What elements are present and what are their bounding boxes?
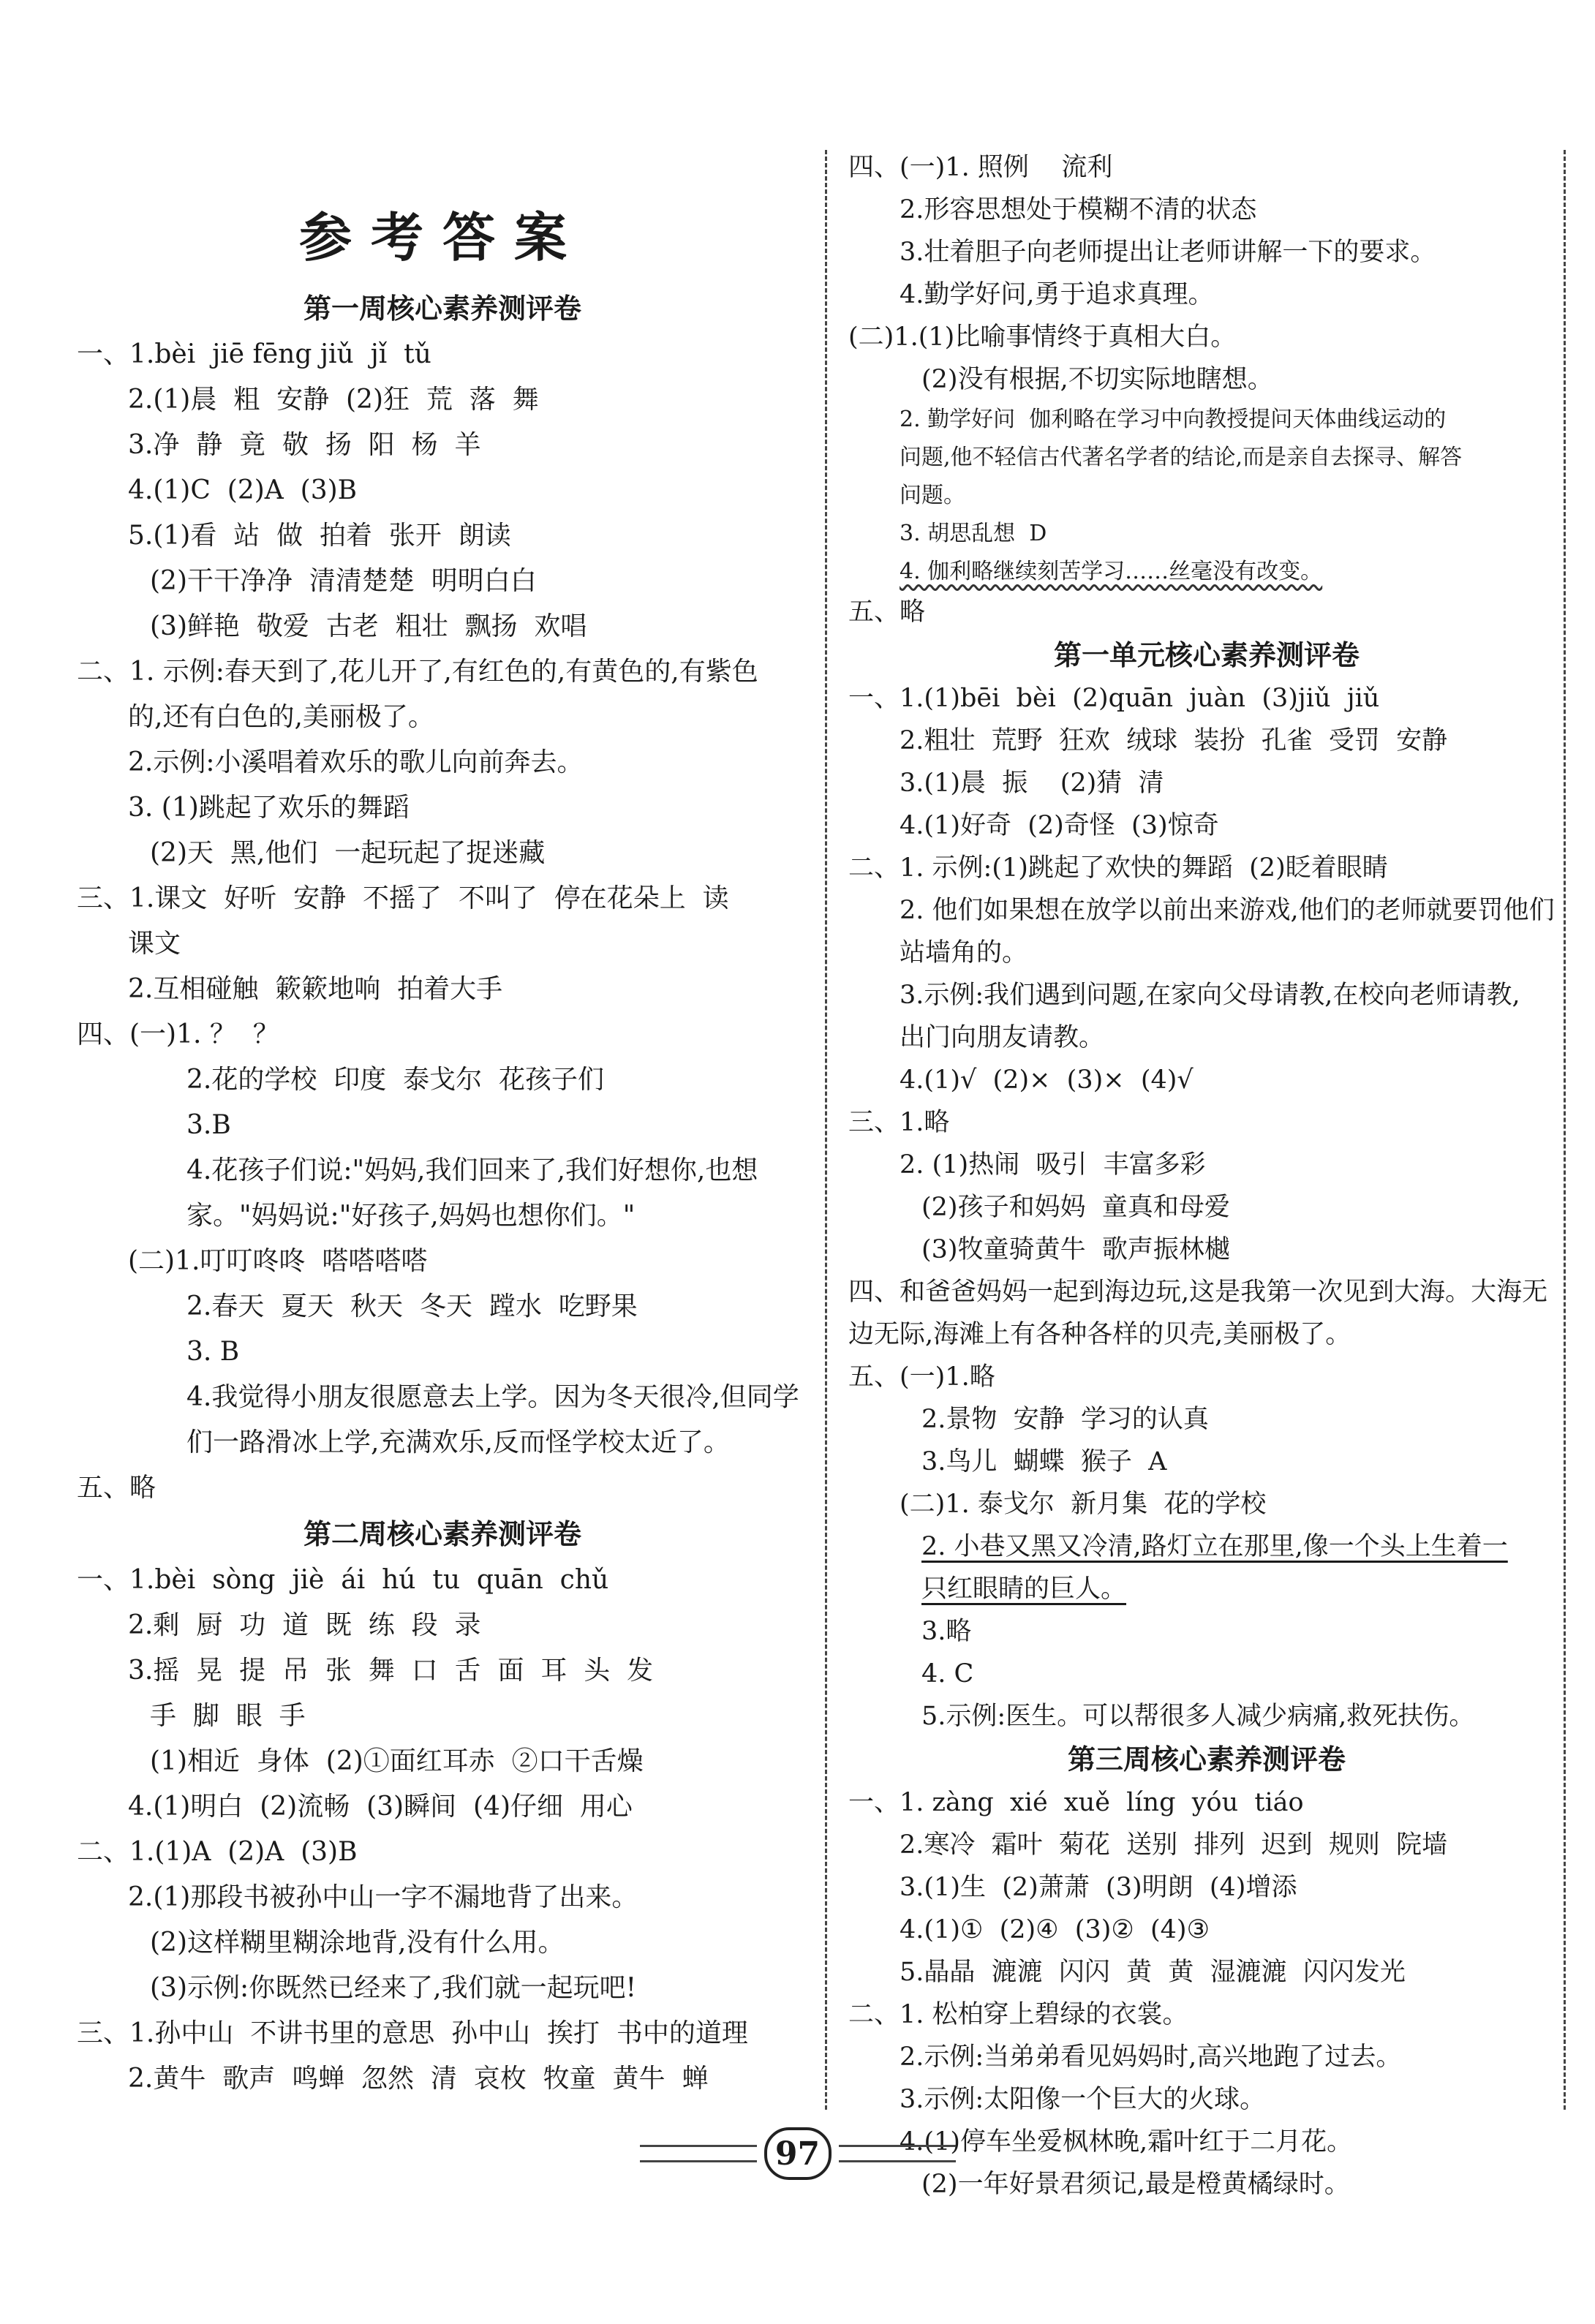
answer-line: 2.示例:当弟弟看见妈妈时,高兴地跑了过去。 xyxy=(900,2042,1402,2072)
section-title-week1: 第一周核心素养测评卷 xyxy=(303,293,581,325)
answer-line: 的,还有白色的,美丽极了。 xyxy=(128,702,434,732)
answer-line: 三、1.孙中山 不讲书里的意思 孙中山 挨打 书中的道理 xyxy=(77,2018,748,2048)
answer-line: 课文 xyxy=(128,929,181,959)
wavy-underlined-text: 4. 伽利略继续刻苦学习……丝毫没有改变。 xyxy=(900,559,1323,584)
answer-line: 4.(1)C (2)A (3)B xyxy=(128,475,358,505)
underlined-text: 2. 小巷又黑又冷清,路灯立在那里,像一个头上生着一 xyxy=(921,1532,1508,1561)
answer-line: 2.花的学校 印度 泰戈尔 花孩子们 xyxy=(186,1065,605,1095)
answer-line-wavy xyxy=(848,553,1565,591)
answer-line: (2)天 黑,他们 一起玩起了捉迷藏 xyxy=(150,838,546,868)
answer-line: 3. B xyxy=(186,1337,240,1367)
answer-line: 家。"妈妈说:"好孩子,妈妈也想你们。" xyxy=(186,1201,636,1231)
answer-line: 四、(一)1. 照例 流利 xyxy=(848,153,1113,182)
right-column xyxy=(848,146,1565,2206)
answer-line: 问题,他不轻信古代著名学者的结论,而是亲自去探寻、解答 xyxy=(900,445,1463,470)
answer-line: 3. 胡思乱想 D xyxy=(900,521,1047,546)
answer-line: (二)1.叮叮咚咚 嗒嗒嗒嗒 xyxy=(128,1246,428,1276)
answer-line: 3.鸟儿 蝴蝶 猴子 A xyxy=(921,1447,1167,1476)
answer-line: (3)鲜艳 敬爱 古老 粗壮 飘扬 欢唱 xyxy=(150,611,587,641)
answer-line: 出门向朋友请教。 xyxy=(900,1023,1105,1052)
answer-line: 五、(一)1.略 xyxy=(848,1362,995,1392)
answer-line: 3.(1)晨 振 (2)猜 清 xyxy=(900,769,1164,798)
answer-line: 4.(1)① (2)④ (3)② (4)③ xyxy=(900,1915,1210,1944)
answer-line: 3.摇 晃 提 吊 张 舞 口 舌 面 耳 头 发 xyxy=(128,1656,654,1686)
footer-rule-right xyxy=(839,2145,956,2162)
answer-line: 3.略 xyxy=(921,1617,972,1646)
page-footer xyxy=(0,2124,1595,2183)
answer-line: 4.(1)√ (2)× (3)× (4)√ xyxy=(900,1065,1194,1095)
column-divider xyxy=(825,150,827,2110)
answer-line: 2.寒冷 霜叶 菊花 送别 排列 迟到 规则 院墙 xyxy=(900,1830,1448,1860)
answer-line: 4. C xyxy=(921,1659,974,1689)
page-title: 参考答案 xyxy=(298,206,586,268)
answer-line: 4.(1)停车坐爱枫林晚,霜叶红于二月花。 xyxy=(900,2127,1353,2157)
answer-line: 二、1.(1)A (2)A (3)B xyxy=(77,1837,358,1867)
answer-line: (3)示例:你既然已经来了,我们就一起玩吧! xyxy=(150,1973,637,2003)
section-title-unit1: 第一单元核心素养测评卷 xyxy=(1053,639,1360,671)
answer-line: 四、和爸爸妈妈一起到海边玩,这是我第一次见到大海。大海无 xyxy=(848,1278,1548,1307)
footer-rule-left xyxy=(640,2145,757,2162)
answer-line: (二)1.(1)比喻事情终于真相大白。 xyxy=(848,322,1237,352)
answer-line: 二、1. 示例:春天到了,花儿开了,有红色的,有黄色的,有紫色 xyxy=(77,657,758,687)
answer-line: 5.示例:医生。可以帮很多人减少病痛,救死扶伤。 xyxy=(921,1702,1475,1731)
answer-line: 五、略 xyxy=(848,597,926,627)
answer-line: 3.壮着胆子向老师提出让老师讲解一下的要求。 xyxy=(900,238,1436,267)
answer-line: 4.(1)好奇 (2)奇怪 (3)惊奇 xyxy=(900,811,1219,840)
answer-line: 手 脚 眼 手 xyxy=(150,1701,306,1731)
answer-line: 2.景物 安静 学习的认真 xyxy=(921,1405,1209,1434)
answer-line: 3. (1)跳起了欢乐的舞蹈 xyxy=(128,793,410,823)
answer-line: 一、1.(1)bēi bèi (2)quān juàn (3)jiǔ jiǔ xyxy=(848,684,1380,713)
answer-line-underlined xyxy=(848,1568,1565,1610)
answer-line: 3.示例:太阳像一个巨大的火球。 xyxy=(900,2085,1266,2114)
answer-line: 3.示例:我们遇到问题,在家向父母请教,在校向老师请教, xyxy=(900,981,1520,1010)
answer-line: (3)牧童骑黄牛 歌声振林樾 xyxy=(921,1235,1230,1264)
answer-line: 2.形容思想处于模糊不清的状态 xyxy=(900,195,1257,225)
answer-line: 4.我觉得小朋友很愿意去上学。因为冬天很冷,但同学 xyxy=(186,1382,799,1412)
answer-line: 5.晶晶 漉漉 闪闪 黄 黄 湿漉漉 闪闪发光 xyxy=(900,1958,1406,1987)
answer-line: 2. (1)热闹 吸引 丰富多彩 xyxy=(900,1150,1206,1180)
answer-line: 2.粗壮 荒野 狂欢 绒球 装扮 孔雀 受罚 安静 xyxy=(900,726,1448,755)
answer-line: 一、1.bèi jiē fēng jiǔ jǐ tǔ xyxy=(77,339,431,369)
answer-line-underlined xyxy=(848,1525,1565,1568)
answer-line: 2.春天 夏天 秋天 冬天 蹚水 吃野果 xyxy=(186,1291,638,1321)
answer-line: 二、1. 示例:(1)跳起了欢快的舞蹈 (2)眨着眼睛 xyxy=(848,853,1388,883)
answer-line: (2)没有根据,不切实际地瞎想。 xyxy=(921,365,1273,394)
answer-line: (2)干干净净 清清楚楚 明明白白 xyxy=(150,566,537,596)
left-column xyxy=(77,146,808,2102)
answer-line: 5.(1)看 站 做 拍着 张开 朗读 xyxy=(128,521,511,551)
answer-line: 4.花孩子们说:"妈妈,我们回来了,我们好想你,也想 xyxy=(186,1155,758,1185)
answer-line: 2. 勤学好问 伽利略在学习中向教授提问天体曲线运动的 xyxy=(900,407,1447,432)
answer-line: 2.示例:小溪唱着欢乐的歌儿向前奔去。 xyxy=(128,747,584,777)
answer-line: 问题。 xyxy=(900,483,965,508)
answer-line: 4.勤学好问,勇于追求真理。 xyxy=(900,280,1214,309)
answer-line: 3.(1)生 (2)萧萧 (3)明朗 (4)增添 xyxy=(900,1873,1297,1902)
underlined-text: 只红眼睛的巨人。 xyxy=(921,1574,1127,1604)
section-title-week3: 第三周核心素养测评卷 xyxy=(1067,1743,1346,1776)
answer-line: 一、1.bèi sòng jiè ái hú tu quān chǔ xyxy=(77,1565,609,1595)
answer-line: 2.(1)晨 粗 安静 (2)狂 荒 落 舞 xyxy=(128,385,539,415)
answer-line: (2)孩子和妈妈 童真和母爱 xyxy=(921,1193,1230,1222)
answer-line: 2.黄牛 歌声 鸣蝉 忽然 清 哀枚 牧童 黄牛 蝉 xyxy=(128,2064,709,2094)
answer-line: 们一路滑冰上学,充满欢乐,反而怪学校太近了。 xyxy=(186,1427,730,1457)
page-number: 97 xyxy=(764,2127,832,2180)
answer-line: 2.(1)那段书被孙中山一字不漏地背了出来。 xyxy=(128,1882,638,1912)
answer-line: 边无际,海滩上有各种各样的贝壳,美丽极了。 xyxy=(848,1320,1351,1349)
answer-line: 4.(1)明白 (2)流畅 (3)瞬间 (4)仔细 用心 xyxy=(128,1792,633,1822)
answer-line: 五、略 xyxy=(77,1473,157,1503)
answer-line: 2.互相碰触 簌簌地响 拍着大手 xyxy=(128,974,503,1004)
answer-line: 四、(一)1. ？ ？ xyxy=(77,1019,279,1049)
answer-line: 2. 他们如果想在放学以前出来游戏,他们的老师就要罚他们 xyxy=(900,896,1555,925)
answer-line: (二)1. 泰戈尔 新月集 花的学校 xyxy=(900,1490,1267,1519)
answer-line: 三、1.课文 好听 安静 不摇了 不叫了 停在花朵上 读 xyxy=(77,883,729,913)
answer-line: 二、1. 松柏穿上碧绿的衣裳。 xyxy=(848,2000,1188,2029)
answer-line: 3.B xyxy=(186,1110,231,1140)
answer-line: 站墙角的。 xyxy=(900,938,1028,967)
answer-line: (1)相近 身体 (2)①面红耳赤 ②口干舌燥 xyxy=(150,1746,644,1776)
answer-line: (2)一年好景君须记,最是橙黄橘绿时。 xyxy=(921,2170,1350,2199)
answer-line: 三、1.略 xyxy=(848,1108,950,1137)
answer-line: 一、1. zàng xié xuě líng yóu tiáo xyxy=(848,1788,1304,1817)
answer-line: 2.剩 厨 功 道 既 练 段 录 xyxy=(128,1610,481,1640)
answer-line: (2)这样糊里糊涂地背,没有什么用。 xyxy=(150,1928,565,1958)
section-title-week2: 第二周核心素养测评卷 xyxy=(303,1518,581,1550)
answer-line: 3.净 静 竟 敬 扬 阳 杨 羊 xyxy=(128,430,481,460)
